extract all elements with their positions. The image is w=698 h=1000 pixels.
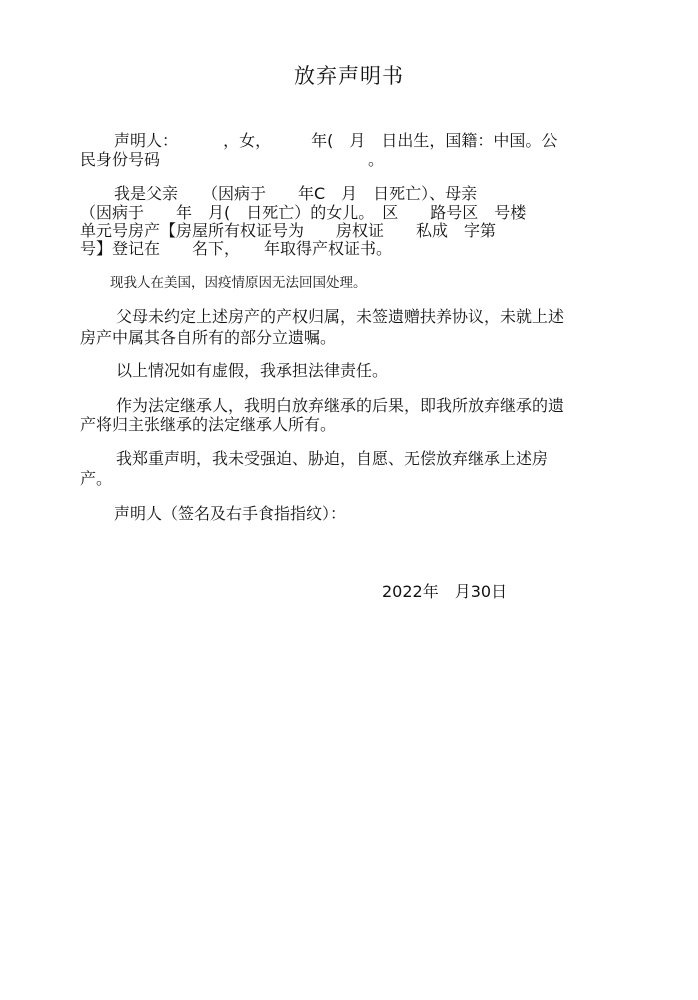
para4-line2: 房产中属其各自所有的部分立遗嘱。	[80, 328, 337, 347]
para2-line2: （因病于 年 月( 日死亡）的女儿。 区 路号区 号楼	[80, 203, 527, 222]
document-title: 放弃声明书	[294, 64, 404, 88]
para6-line2: 产将归主张继承的法定继承人所有。	[80, 415, 337, 434]
para6-line1: 作为法定继承人，我明白放弃继承的后果，即我所放弃继承的遗	[116, 396, 565, 415]
signature-label: 声明人（签名及右手食指指纹）：	[114, 504, 347, 523]
para2-line3: 单元号房产【房屋所有权证号为 房权证 私成 字第	[80, 221, 497, 240]
para3: 现我人在美国，因疫情原因无法回国处理。	[110, 275, 367, 291]
para7-line1: 我郑重声明，我未受强迫、胁迫，自愿、无偿放弃继承上述房	[116, 449, 549, 468]
para4-line1: 父母未约定上述房产的产权归属，未签遗赠扶养协议，未就上述	[116, 307, 565, 326]
para1-line2: 民身份号码 。	[80, 150, 385, 169]
para2-line1: 我是父亲 （因病于 年C 月 日死亡）、母亲	[114, 184, 478, 203]
para2-line4: 号】登记在 名下， 年取得产权证书。	[80, 239, 393, 258]
para5: 以上情况如有虚假，我承担法律责任。	[116, 361, 389, 380]
para1-line1: 声明人： ，女， 年( 月 日出生，国籍：中国。公	[114, 131, 558, 150]
para7-line2: 产。	[80, 469, 113, 488]
declaration-date: 2022年 月30日	[382, 582, 508, 601]
